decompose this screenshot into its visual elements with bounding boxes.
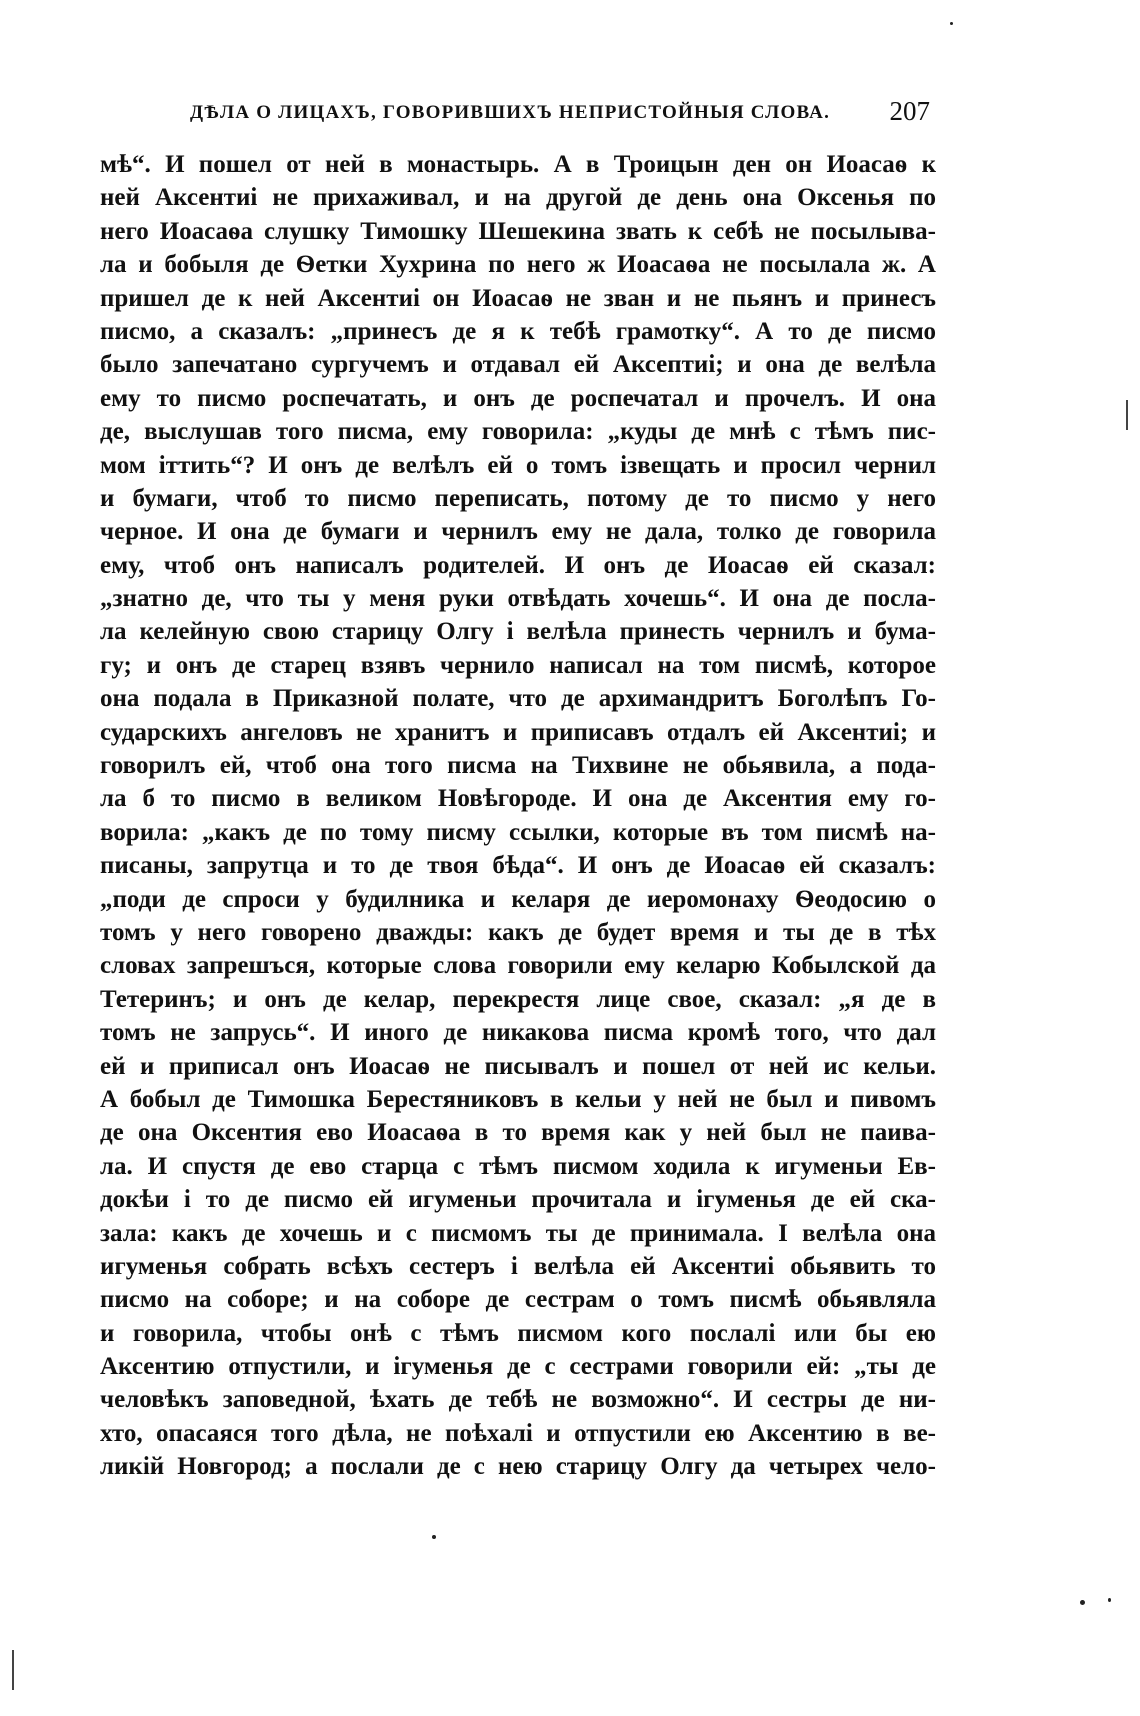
scan-speck [950,22,953,25]
text-line: было запечатано сургучемъ и отдавал ей Аксептиі; и она де велѣла [100,351,936,379]
text-line: ей и приписал онъ Иоасаѳ не писывалъ и пошел от ней ис кельи. [100,1052,936,1080]
scan-speck [1108,1598,1111,1602]
page-header [190,96,930,132]
text-line: ему то писмо роспечатать, и онъ де роспечатал и прочелъ. И она [100,384,936,412]
text-line: него Иоасаѳа слушку Тимошку Шешекина звать к себѣ не посылыва- [100,217,936,245]
text-line: ла и бобыля де Ѳетки Хухрина по него ж Иоасаѳа не посылала ж. А [100,251,936,279]
text-line: де, выслушав того писма, ему говорила: „куды де мнѣ с тѣмъ пис- [100,418,936,446]
text-line: хто, опасаяся того дѣла, не поѣхалі и отпустили ею Аксентию в ве- [100,1419,936,1447]
text-line: зала: какъ де хочешь и с писмомъ ты де принимала. І велѣла она [100,1219,936,1247]
text-line: ликій Новгород; а послали де с нею старицу Олгу да четырех чело- [100,1453,936,1481]
scan-speck [432,1535,436,1539]
text-line: писмо, а сказалъ: „принесъ де я к тебѣ грамотку“. А то де писмо [100,317,936,345]
text-line: де она Оксентия ево Иоасаѳа в то время как у ней был не паива- [100,1119,936,1147]
text-line: гу; и онъ де старец взявъ чернило написал на том писмѣ, которое [100,651,936,679]
page-number: 207 [889,96,930,126]
text-line: ему, чтоб онъ написалъ родителей. И онъ де Иоасаѳ ей сказал: [100,551,936,579]
text-line: А бобыл де Тимошка Берестяниковъ в кельи у ней не был и пивомъ [100,1085,936,1113]
text-line: докѣи і то де писмо ей игуменьи прочитала и ігуменья де ей ска- [100,1186,936,1214]
text-line: „знатно де, что ты у меня руки отвѣдать хочешь“. И она де посла- [100,585,936,613]
text-line: игуменья собрать всѣхъ сестеръ і велѣла ей Аксентиі обьявить то [100,1252,936,1280]
text-line: человѣкъ заповедной, ѣхать де тебѣ не возможно“. И сестры де ни- [100,1386,936,1414]
text-line: мом іттить“? И онъ де велѣлъ ей о томъ ізвещать и просил чернил [100,451,936,479]
text-line: Аксентию отпустили, и ігуменья де с сестрами говорили ей: „ты де [100,1353,936,1381]
text-line: „поди де спроси у будилника и келаря де иеромонаху Ѳеодосию о [100,885,936,913]
text-line: ла. И спустя де ево старца с тѣмъ писмом ходила к игуменьи Ев- [100,1152,936,1180]
scan-edge-mark [1126,400,1128,430]
scan-speck [1080,1600,1085,1605]
text-line: говорилъ ей, чтоб она того писма на Тихвине не обьявила, а пода- [100,752,936,780]
text-line: пришел де к ней Аксентиі он Иоасаѳ не зван и не пьянъ и принесъ [100,284,936,312]
body-text [100,148,936,1484]
text-line: словах запрешъся, которые слова говорили ему келарю Кобылской да [100,952,936,980]
text-line: Тетеринъ; и онъ де келар, перекрестя лице свое, сказал: „я де в [100,985,936,1013]
text-line: сударскихъ ангеловъ не хранитъ и приписавъ отдалъ ей Аксентиі; и [100,718,936,746]
text-line: мѣ“. И пошел от ней в монастырь. А в Троицын ден он Иоасаѳ к [100,151,936,178]
text-line: писаны, запрутца и то де твоя бѣда“. И онъ де Иоасаѳ ей сказалъ: [100,852,936,880]
scan-edge-mark [12,1650,14,1690]
text-line: ворила: „какъ де по тому писму ссылки, которые въ том писмѣ на- [100,818,936,846]
text-line: черное. И она де бумаги и чернилъ ему не дала, толко де говорила [100,518,936,546]
text-line: она подала в Приказной полате, что де архимандритъ Боголѣпъ Го- [100,685,936,713]
text-line: томъ не запрусь“. И иного де никакова писма кромѣ того, что дал [100,1019,936,1047]
text-line: ла б то писмо в великом Новѣгороде. И она де Аксентия ему го- [100,785,936,813]
text-line: ла келейную свою старицу Олгу і велѣла принесть чернилъ и бума- [100,618,936,646]
text-line: томъ у него говорено дважды: какъ де будет время и ты де в тѣх [100,918,936,946]
text-line: и бумаги, чтоб то писмо переписать, потому де то писмо у него [100,484,936,512]
text-line: и говорила, чтобы онѣ с тѣмъ писмом кого послалі или бы ею [100,1319,936,1347]
text-line: писмо на соборе; и на соборе де сестрам о томъ писмѣ обьявляла [100,1286,936,1314]
running-head: ДѢЛА О ЛИЦАХЪ, ГОВОРИВШИХЪ НЕПРИСТОЙНЫЯ СЛОВА. [190,102,831,123]
text-line: ней Аксентиі не прихаживал, и на другой де день она Оксенья по [100,184,936,212]
